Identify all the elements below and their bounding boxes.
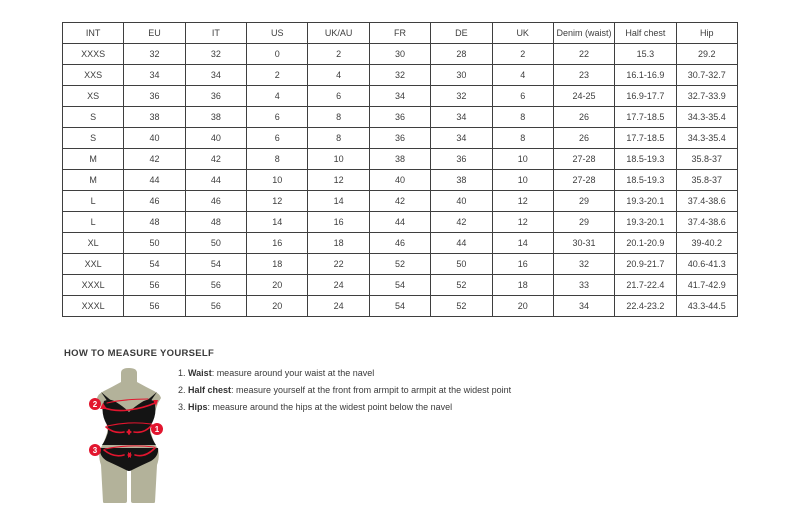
size-row <box>63 128 738 149</box>
size-cell: 32 <box>124 44 185 65</box>
size-cell: 38 <box>124 107 185 128</box>
size-row <box>63 65 738 86</box>
size-cell: 14 <box>308 191 369 212</box>
marker-chest-number: 2 <box>92 400 98 409</box>
size-cell: 10 <box>308 149 369 170</box>
size-cell: 16 <box>247 233 308 254</box>
step-number: 3. <box>178 402 189 412</box>
size-cell: 44 <box>124 170 185 191</box>
size-cell: 35.8-37 <box>676 170 737 191</box>
size-cell: 42 <box>431 212 492 233</box>
size-cell: 29.2 <box>676 44 737 65</box>
size-cell: 17.7-18.5 <box>615 107 676 128</box>
size-chart-table <box>62 22 738 317</box>
size-cell: 20 <box>492 296 553 317</box>
size-row <box>63 170 738 191</box>
size-row <box>63 212 738 233</box>
size-cell: 50 <box>124 233 185 254</box>
size-cell: 18 <box>492 275 553 296</box>
size-cell: 10 <box>492 149 553 170</box>
measurement-figure <box>74 365 184 510</box>
size-cell: 37.4-38.6 <box>676 212 737 233</box>
size-cell: 22 <box>308 254 369 275</box>
size-cell: 52 <box>431 275 492 296</box>
size-cell: 10 <box>247 170 308 191</box>
size-cell: 30.7-32.7 <box>676 65 737 86</box>
size-cell: 8 <box>308 128 369 149</box>
size-cell: 42 <box>369 191 430 212</box>
size-cell: 40 <box>185 128 246 149</box>
size-cell: M <box>63 170 124 191</box>
size-cell: 56 <box>124 296 185 317</box>
size-cell: 22.4-23.2 <box>615 296 676 317</box>
instruction-half-chest <box>178 386 511 396</box>
size-cell: 48 <box>124 212 185 233</box>
column-header: DE <box>431 23 492 44</box>
size-cell: 37.4-38.6 <box>676 191 737 212</box>
header-row <box>63 23 738 44</box>
size-cell: 30-31 <box>553 233 614 254</box>
size-cell: 44 <box>185 170 246 191</box>
size-cell: 32.7-33.9 <box>676 86 737 107</box>
size-cell: 8 <box>492 128 553 149</box>
size-cell: XXXS <box>63 44 124 65</box>
size-cell: XL <box>63 233 124 254</box>
size-cell: 12 <box>247 191 308 212</box>
size-cell: 40 <box>369 170 430 191</box>
column-header: FR <box>369 23 430 44</box>
size-cell: 34 <box>431 128 492 149</box>
size-cell: 6 <box>492 86 553 107</box>
size-cell: M <box>63 149 124 170</box>
size-cell: 10 <box>492 170 553 191</box>
column-header: INT <box>63 23 124 44</box>
column-header: IT <box>185 23 246 44</box>
size-cell: 16 <box>492 254 553 275</box>
size-cell: 36 <box>431 149 492 170</box>
measurement-instructions <box>178 369 511 420</box>
mannequin-illustration <box>74 365 184 510</box>
size-cell: 30 <box>431 65 492 86</box>
size-cell: 38 <box>185 107 246 128</box>
size-cell: 16.1-16.9 <box>615 65 676 86</box>
size-cell: 18.5-19.3 <box>615 149 676 170</box>
column-header: US <box>247 23 308 44</box>
size-cell: 24-25 <box>553 86 614 107</box>
size-cell: 19.3-20.1 <box>615 212 676 233</box>
step-label: Waist <box>188 368 212 378</box>
step-text: : measure around the hips at the widest point below the navel <box>207 402 453 412</box>
size-cell: XXL <box>63 254 124 275</box>
size-cell: 40 <box>124 128 185 149</box>
size-cell: 23 <box>553 65 614 86</box>
size-cell: 20 <box>247 275 308 296</box>
size-cell: 18 <box>247 254 308 275</box>
size-cell: 29 <box>553 212 614 233</box>
size-cell: 56 <box>185 296 246 317</box>
size-cell: S <box>63 107 124 128</box>
marker-waist-number: 1 <box>154 425 160 434</box>
step-number: 1. <box>178 368 189 378</box>
size-cell: 34.3-35.4 <box>676 128 737 149</box>
size-cell: 4 <box>247 86 308 107</box>
instruction-waist <box>178 369 511 379</box>
size-cell: 20.1-20.9 <box>615 233 676 254</box>
size-cell: 42 <box>185 149 246 170</box>
size-cell: 6 <box>308 86 369 107</box>
size-cell: 16.9-17.7 <box>615 86 676 107</box>
size-cell: 0 <box>247 44 308 65</box>
size-cell: 16 <box>308 212 369 233</box>
size-cell: 34.3-35.4 <box>676 107 737 128</box>
column-header: Half chest <box>615 23 676 44</box>
marker-waist <box>151 423 163 435</box>
step-text: : measure yourself at the front from armpit to armpit at the widest point <box>231 385 512 395</box>
size-cell: 12 <box>308 170 369 191</box>
size-cell: S <box>63 128 124 149</box>
size-cell: 36 <box>369 107 430 128</box>
size-row <box>63 254 738 275</box>
size-cell: XXS <box>63 65 124 86</box>
marker-hips <box>89 444 101 456</box>
size-row <box>63 296 738 317</box>
size-cell: 41.7-42.9 <box>676 275 737 296</box>
column-header: Hip <box>676 23 737 44</box>
size-cell: 32 <box>553 254 614 275</box>
size-cell: 52 <box>431 296 492 317</box>
size-cell: 56 <box>124 275 185 296</box>
size-cell: 38 <box>431 170 492 191</box>
step-label: Half chest <box>188 385 232 395</box>
size-cell: L <box>63 212 124 233</box>
step-text: : measure around your waist at the navel <box>211 368 375 378</box>
size-cell: 21.7-22.4 <box>615 275 676 296</box>
step-label: Hips <box>188 402 208 412</box>
size-row <box>63 149 738 170</box>
size-cell: 34 <box>369 86 430 107</box>
column-header: UK/AU <box>308 23 369 44</box>
size-cell: 32 <box>369 65 430 86</box>
size-cell: XXXL <box>63 275 124 296</box>
size-cell: 2 <box>308 44 369 65</box>
size-cell: 2 <box>492 44 553 65</box>
size-cell: 34 <box>124 65 185 86</box>
how-to-measure-heading: HOW TO MEASURE YOURSELF <box>64 348 215 359</box>
size-cell: 8 <box>308 107 369 128</box>
size-cell: 34 <box>185 65 246 86</box>
size-cell: 6 <box>247 128 308 149</box>
size-cell: 19.3-20.1 <box>615 191 676 212</box>
size-cell: 50 <box>185 233 246 254</box>
size-row <box>63 86 738 107</box>
size-cell: 35.8-37 <box>676 149 737 170</box>
size-cell: 33 <box>553 275 614 296</box>
size-cell: 8 <box>492 107 553 128</box>
size-cell: 22 <box>553 44 614 65</box>
size-cell: 44 <box>369 212 430 233</box>
size-cell: 26 <box>553 128 614 149</box>
column-header: UK <box>492 23 553 44</box>
size-row <box>63 44 738 65</box>
size-cell: L <box>63 191 124 212</box>
size-cell: 6 <box>247 107 308 128</box>
size-cell: XXXL <box>63 296 124 317</box>
size-cell: 42 <box>124 149 185 170</box>
size-cell: 18.5-19.3 <box>615 170 676 191</box>
size-cell: 20 <box>247 296 308 317</box>
size-row <box>63 107 738 128</box>
size-cell: 54 <box>369 296 430 317</box>
size-cell: 24 <box>308 275 369 296</box>
marker-hips-number: 3 <box>92 446 98 455</box>
size-cell: 32 <box>185 44 246 65</box>
size-cell: 48 <box>185 212 246 233</box>
size-cell: 14 <box>247 212 308 233</box>
size-cell: 56 <box>185 275 246 296</box>
size-cell: XS <box>63 86 124 107</box>
size-cell: 2 <box>247 65 308 86</box>
size-cell: 46 <box>124 191 185 212</box>
size-cell: 12 <box>492 212 553 233</box>
size-cell: 26 <box>553 107 614 128</box>
size-cell: 15.3 <box>615 44 676 65</box>
size-cell: 20.9-21.7 <box>615 254 676 275</box>
column-header: EU <box>124 23 185 44</box>
size-cell: 4 <box>492 65 553 86</box>
size-cell: 50 <box>431 254 492 275</box>
size-cell: 29 <box>553 191 614 212</box>
marker-chest <box>89 398 101 410</box>
size-cell: 30 <box>369 44 430 65</box>
size-cell: 4 <box>308 65 369 86</box>
size-cell: 36 <box>124 86 185 107</box>
size-cell: 39-40.2 <box>676 233 737 254</box>
size-cell: 46 <box>369 233 430 254</box>
size-cell: 8 <box>247 149 308 170</box>
size-cell: 12 <box>492 191 553 212</box>
size-cell: 14 <box>492 233 553 254</box>
size-cell: 36 <box>369 128 430 149</box>
size-cell: 54 <box>185 254 246 275</box>
size-cell: 52 <box>369 254 430 275</box>
size-cell: 54 <box>124 254 185 275</box>
size-cell: 54 <box>369 275 430 296</box>
size-row <box>63 233 738 254</box>
size-cell: 17.7-18.5 <box>615 128 676 149</box>
size-cell: 28 <box>431 44 492 65</box>
size-cell: 43.3-44.5 <box>676 296 737 317</box>
size-cell: 27-28 <box>553 170 614 191</box>
size-cell: 40 <box>431 191 492 212</box>
size-cell: 34 <box>553 296 614 317</box>
instruction-hips <box>178 403 511 413</box>
size-cell: 46 <box>185 191 246 212</box>
size-cell: 44 <box>431 233 492 254</box>
size-cell: 34 <box>431 107 492 128</box>
size-row <box>63 191 738 212</box>
size-cell: 24 <box>308 296 369 317</box>
step-number: 2. <box>178 385 189 395</box>
size-cell: 38 <box>369 149 430 170</box>
column-header: Denim (waist) <box>553 23 614 44</box>
size-cell: 40.6-41.3 <box>676 254 737 275</box>
size-cell: 36 <box>185 86 246 107</box>
size-row <box>63 275 738 296</box>
size-cell: 18 <box>308 233 369 254</box>
size-cell: 27-28 <box>553 149 614 170</box>
size-cell: 32 <box>431 86 492 107</box>
